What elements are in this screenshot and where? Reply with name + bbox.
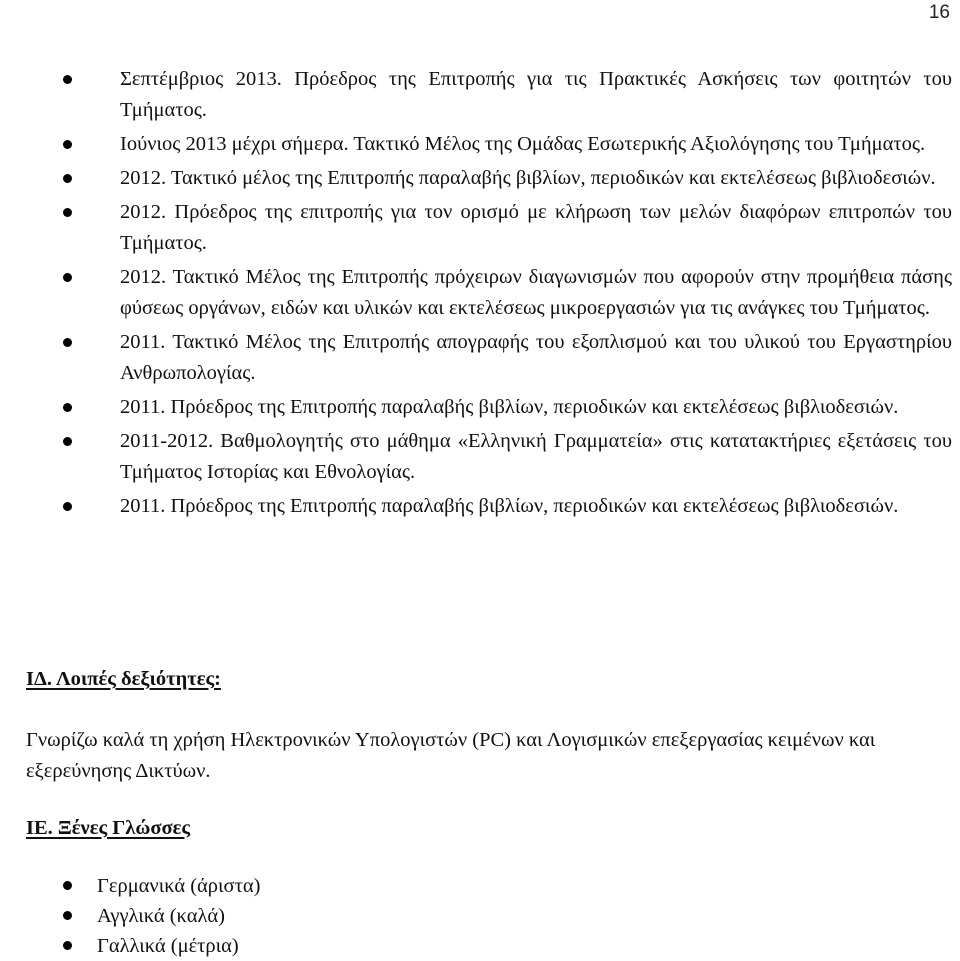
page-number: 16 [928, 2, 950, 23]
list-item [0, 426, 960, 488]
bullet-icon [63, 75, 72, 84]
list-item-text: Σεπτέμβριος 2013. Πρόεδρος της Επιτροπής για τις Πρακτικές Ασκήσεις των φοιτητών του Τμήματος. [120, 68, 952, 121]
list-item-text: Ιούνιος 2013 μέχρι σήμερα. Τακτικό Μέλος της Ομάδας Εσωτερικής Αξιολόγησης του Τμήματος. [120, 133, 926, 155]
list-item-text: 2011. Τακτικό Μέλος της Επιτροπής απογραφής του εξοπλισμού και του υλικού του Εργαστηρίου Ανθρωπολογίας. [120, 331, 952, 384]
language-text: Γερμανικά (άριστα) [97, 875, 261, 897]
list-item-text: 2012. Τακτικό μέλος της Επιτροπής παραλαβής βιβλίων, περιοδικών και εκτελέσεως βιβλιοδεσιών. [120, 167, 936, 189]
list-item [0, 901, 960, 931]
bullet-icon [63, 338, 72, 347]
list-item [0, 392, 960, 423]
bullet-icon [63, 437, 72, 446]
list-item-text: 2012. Τακτικό Μέλος της Επιτροπής πρόχειρων διαγωνισμών που αφορούν στην προμήθεια πάσης φύσεως οργάνων, ειδών και υλικών και εκτελέσεως μικροεργασιών για τις ανάγκες του Τμήματος. [120, 266, 952, 319]
list-item [0, 491, 960, 522]
bullet-icon [63, 911, 72, 920]
list-item [0, 327, 960, 389]
list-item [0, 262, 960, 324]
language-text: Αγγλικά (καλά) [97, 905, 225, 927]
bullet-icon [63, 208, 72, 217]
bullet-icon [63, 174, 72, 183]
bullet-icon [63, 403, 72, 412]
list-item-text: 2012. Πρόεδρος της επιτροπής για τον ορισμό με κλήρωση των μελών διαφόρων επιτροπών του Τμήματος. [120, 201, 952, 254]
list-item-text: 2011. Πρόεδρος της Επιτροπής παραλαβής βιβλίων, περιοδικών και εκτελέσεως βιβλιοδεσιών. [120, 495, 899, 517]
list-item-text: 2011-2012. Βαθμολογητής στο μάθημα «Ελληνική Γραμματεία» στις κατατακτήριες εξετάσεις του Τμήματος Ιστορίας και Εθνολογίας. [120, 430, 952, 483]
list-item [0, 163, 960, 194]
activities-list [0, 64, 960, 525]
bullet-icon [63, 881, 72, 890]
list-item [0, 871, 960, 901]
languages-list [0, 871, 960, 961]
list-item [0, 129, 960, 160]
bullet-icon [63, 140, 72, 149]
other-skills-heading: ΙΔ. Λοιπές δεξιότητες: [26, 668, 221, 690]
languages-heading: ΙΕ. Ξένες Γλώσσες [26, 817, 191, 839]
language-text: Γαλλικά (μέτρια) [97, 935, 239, 957]
list-item [0, 64, 960, 126]
list-item-text: 2011. Πρόεδρος της Επιτροπής παραλαβής βιβλίων, περιοδικών και εκτελέσεως βιβλιοδεσιών. [120, 396, 899, 418]
list-item [0, 931, 960, 961]
bullet-icon [63, 941, 72, 950]
other-skills-paragraph: Γνωρίζω καλά τη χρήση Ηλεκτρονικών Υπολογιστών (PC) και Λογισμικών επεξεργασίας κειμένων και εξερεύνησης Δικτύων. [26, 729, 876, 782]
bullet-icon [63, 273, 72, 282]
bullet-icon [63, 502, 72, 511]
list-item [0, 197, 960, 259]
